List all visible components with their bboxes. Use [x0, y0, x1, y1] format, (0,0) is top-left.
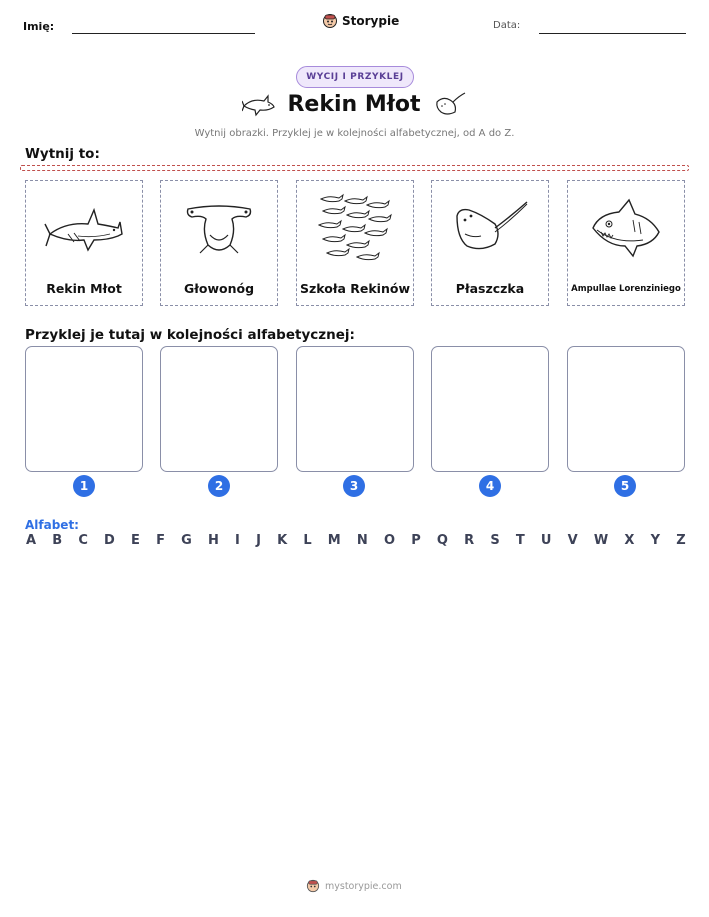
- card-label: Szkoła Rekinów: [299, 281, 410, 296]
- brand-logo: [322, 13, 399, 29]
- shark-face-icon: [589, 198, 663, 260]
- activity-badge: WYCIJ I PRZYKLEJ: [296, 66, 414, 88]
- order-number: 3: [343, 475, 365, 497]
- cut-card[interactable]: [25, 180, 143, 306]
- instructions: Wytnij obrazki. Przyklej je w kolejności alfabetycznej, od A do Z.: [194, 128, 515, 139]
- paste-box[interactable]: [567, 346, 685, 472]
- alphabet-letter: Q: [436, 533, 448, 548]
- page-title: Rekin Młot: [287, 92, 421, 117]
- order-number: 5: [614, 475, 636, 497]
- shark-school-icon: [317, 193, 393, 265]
- date-label: Data:: [493, 20, 521, 31]
- card-label: Rekin Młot: [46, 281, 122, 296]
- name-line: [72, 33, 255, 34]
- alphabet-letter: O: [383, 533, 396, 548]
- alphabet-letter: N: [356, 533, 368, 548]
- alphabet-letter: H: [207, 533, 219, 548]
- paste-box[interactable]: [431, 346, 549, 472]
- date-line: [539, 33, 686, 34]
- hammerhead-shark-icon: [44, 204, 124, 254]
- alphabet-letter: S: [490, 533, 500, 548]
- alphabet-letter: G: [181, 533, 192, 548]
- cut-line: [20, 165, 689, 171]
- alphabet-title: Alfabet:: [25, 518, 79, 532]
- alphabet-letter: K: [277, 533, 288, 548]
- alphabet-letter: V: [567, 533, 578, 548]
- alphabet-letter: D: [104, 533, 115, 548]
- card-label: Ampullae Lorenziniego: [571, 284, 681, 294]
- order-number: 1: [73, 475, 95, 497]
- alphabet-letter: I: [235, 533, 240, 548]
- alphabet-row: [26, 533, 686, 548]
- alphabet-letter: A: [26, 533, 37, 548]
- footer: [306, 879, 402, 893]
- alphabet-letter: Y: [650, 533, 661, 548]
- alphabet-letter: Z: [676, 533, 686, 548]
- alphabet-letter: F: [156, 533, 165, 548]
- footer-url[interactable]: mystorypie.com: [325, 880, 402, 892]
- card-label: Płaszczka: [455, 281, 525, 296]
- card-label: Głowonóg: [183, 281, 255, 296]
- paste-box[interactable]: [25, 346, 143, 472]
- hammerhead-head-icon: [184, 201, 254, 257]
- cut-section-title: Wytnij to:: [25, 146, 100, 162]
- order-number: 2: [208, 475, 230, 497]
- cut-card[interactable]: [160, 180, 278, 306]
- storypie-mascot-icon: [306, 879, 320, 893]
- paste-section-title: Przyklej je tutaj w kolejności alfabetycznej:: [25, 327, 355, 343]
- cut-card[interactable]: [567, 180, 685, 306]
- name-label: Imię:: [23, 20, 55, 33]
- cut-card[interactable]: [296, 180, 414, 306]
- alphabet-letter: C: [78, 533, 88, 548]
- alphabet-letter: U: [540, 533, 552, 548]
- alphabet-letter: W: [593, 533, 609, 548]
- alphabet-letter: B: [52, 533, 63, 548]
- alphabet-letter: R: [464, 533, 475, 548]
- alphabet-letter: J: [256, 533, 261, 548]
- alphabet-letter: P: [411, 533, 421, 548]
- alphabet-letter: E: [131, 533, 140, 548]
- stingray-icon: [433, 90, 467, 120]
- alphabet-letter: T: [515, 533, 525, 548]
- storypie-mascot-icon: [322, 13, 338, 29]
- alphabet-letter: M: [327, 533, 341, 548]
- paste-box[interactable]: [160, 346, 278, 472]
- stingray-icon: [451, 198, 529, 260]
- alphabet-letter: X: [624, 533, 635, 548]
- alphabet-letter: L: [303, 533, 312, 548]
- brand-name: Storypie: [342, 14, 400, 28]
- order-number: 4: [479, 475, 501, 497]
- paste-box[interactable]: [296, 346, 414, 472]
- cut-card[interactable]: [431, 180, 549, 306]
